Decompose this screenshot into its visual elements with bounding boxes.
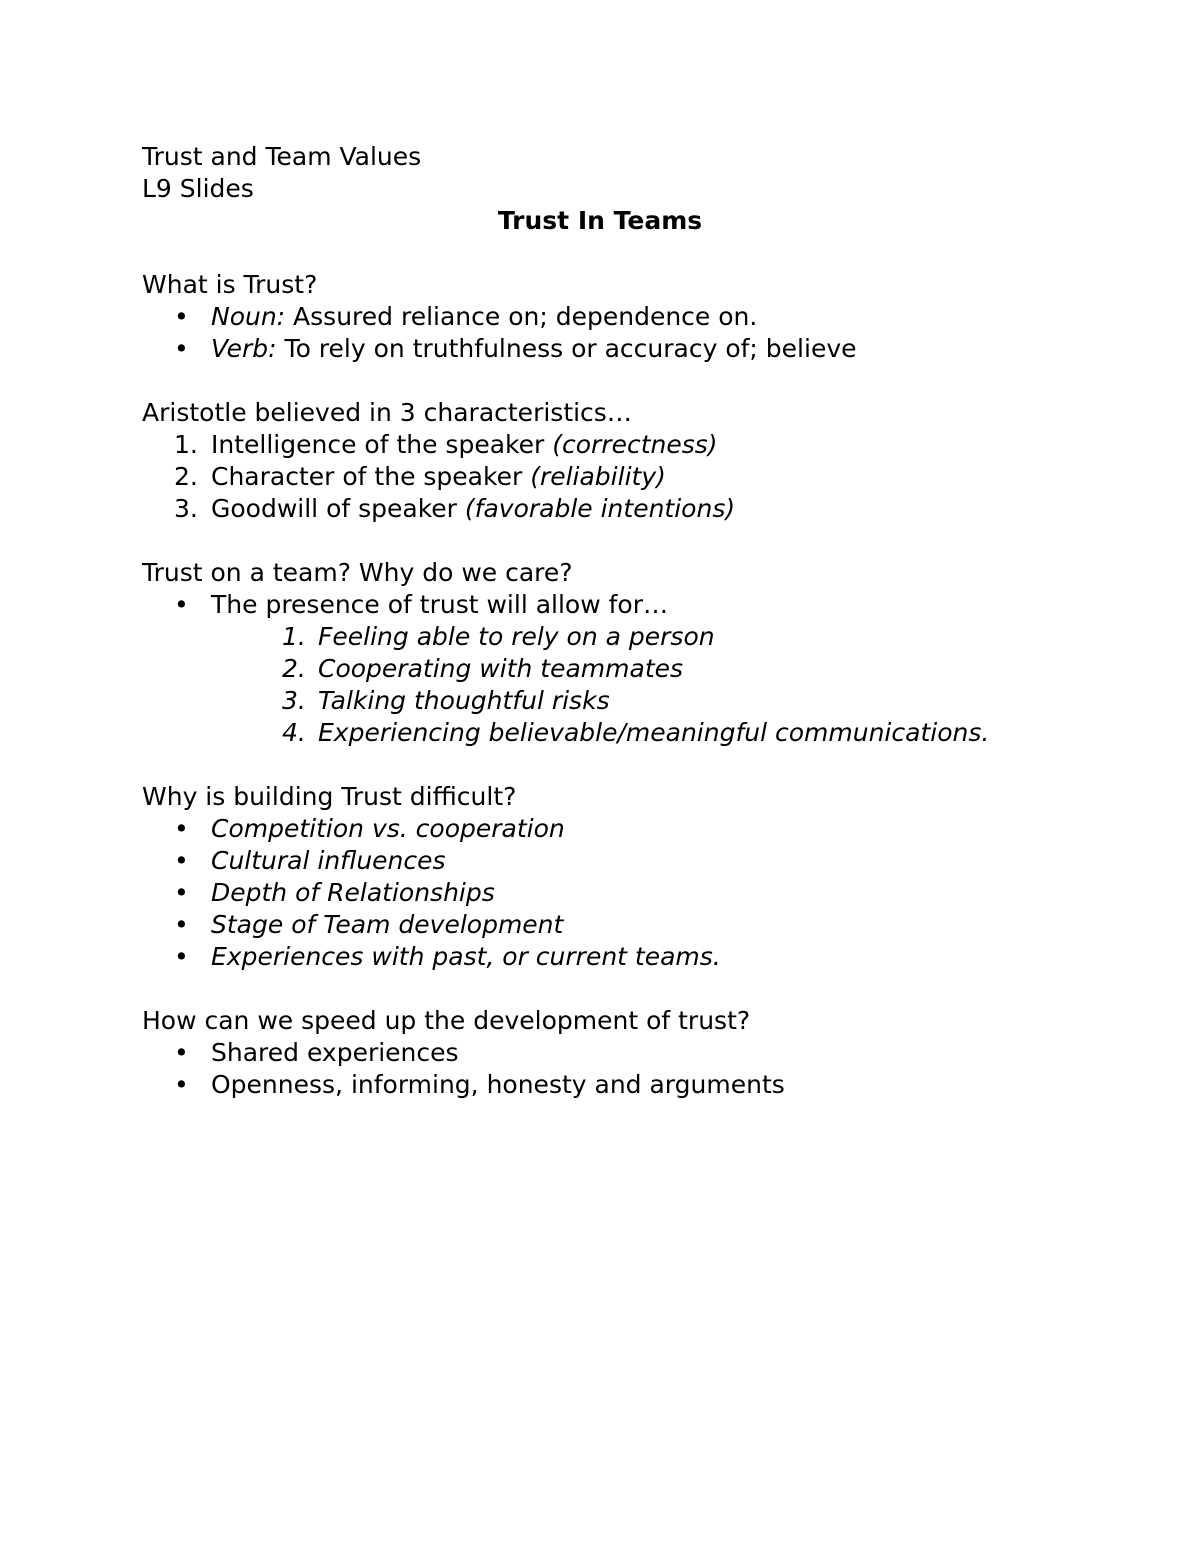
list-item-text: Experiencing believable/meaningful communications. — [318, 718, 990, 747]
list-item-text: Competition vs. cooperation — [211, 814, 565, 843]
course-title: Trust and Team Values — [142, 142, 422, 171]
list-item-text: Cultural influences — [211, 846, 446, 875]
list-number: 3. — [282, 686, 306, 715]
list-number: 4. — [282, 718, 306, 747]
list-item — [0, 845, 1200, 877]
bullet-icon: • — [174, 334, 189, 363]
list-item — [0, 909, 1200, 941]
list-item — [0, 493, 1200, 525]
list-item — [0, 813, 1200, 845]
list-item — [0, 1037, 1200, 1069]
section-heading-what-is-trust: What is Trust? — [142, 270, 318, 299]
list-item-note: (favorable intentions) — [464, 494, 736, 523]
section-heading-why-difficult: Why is building Trust difficult? — [142, 782, 517, 811]
list-item — [0, 1069, 1200, 1101]
list-item-text: Experiences with past, or current teams. — [211, 942, 721, 971]
list-item-note: (correctness) — [552, 430, 718, 459]
list-item-note: (reliability) — [530, 462, 666, 491]
sub-list-item — [0, 653, 1200, 685]
list-item — [0, 429, 1200, 461]
list-item-text: Intelligence of the speaker — [211, 430, 553, 459]
list-number: 3. — [174, 494, 198, 523]
term-label: Noun: — [211, 302, 286, 331]
list-item-text: Feeling able to rely on a person — [318, 622, 715, 651]
list-item — [0, 589, 1200, 621]
sub-list-item — [0, 685, 1200, 717]
list-item-text: Character of the speaker — [211, 462, 531, 491]
list-item-text: Openness, informing, honesty and arguments — [211, 1070, 785, 1099]
section-heading-why-care: Trust on a team? Why do we care? — [142, 558, 573, 587]
bullet-icon: • — [174, 878, 189, 907]
list-number: 1. — [282, 622, 306, 651]
list-item-text: Talking thoughtful risks — [318, 686, 610, 715]
list-number: 1. — [174, 430, 198, 459]
sub-list-item — [0, 621, 1200, 653]
list-item-text: Cooperating with teammates — [318, 654, 684, 683]
list-item-text: The presence of trust will allow for… — [211, 590, 668, 619]
bullet-icon: • — [174, 590, 189, 619]
list-item-text: Goodwill of speaker — [211, 494, 465, 523]
bullet-icon: • — [174, 846, 189, 875]
sub-list-item — [0, 717, 1200, 749]
bullet-icon: • — [174, 1038, 189, 1067]
bullet-icon: • — [174, 814, 189, 843]
list-item — [0, 877, 1200, 909]
list-item-noun — [0, 301, 1200, 333]
term-definition: To rely on truthfulness or accuracy of; believe — [276, 334, 857, 363]
page-title: Trust In Teams — [497, 206, 703, 235]
list-item-text: Stage of Team development — [211, 910, 564, 939]
bullet-icon: • — [174, 910, 189, 939]
list-item-text: Depth of Relationships — [211, 878, 495, 907]
bullet-icon: • — [174, 302, 189, 331]
bullet-icon: • — [174, 1070, 189, 1099]
list-number: 2. — [282, 654, 306, 683]
section-heading-aristotle: Aristotle believed in 3 characteristics… — [142, 398, 632, 427]
slides-label: L9 Slides — [142, 174, 254, 203]
list-item-verb — [0, 333, 1200, 365]
term-label: Verb: — [211, 334, 277, 363]
list-item-text: Shared experiences — [211, 1038, 459, 1067]
list-number: 2. — [174, 462, 198, 491]
list-item — [0, 461, 1200, 493]
term-definition: Assured reliance on; dependence on. — [285, 302, 758, 331]
bullet-icon: • — [174, 942, 189, 971]
section-heading-speed-up: How can we speed up the development of trust? — [142, 1006, 751, 1035]
list-item — [0, 941, 1200, 973]
